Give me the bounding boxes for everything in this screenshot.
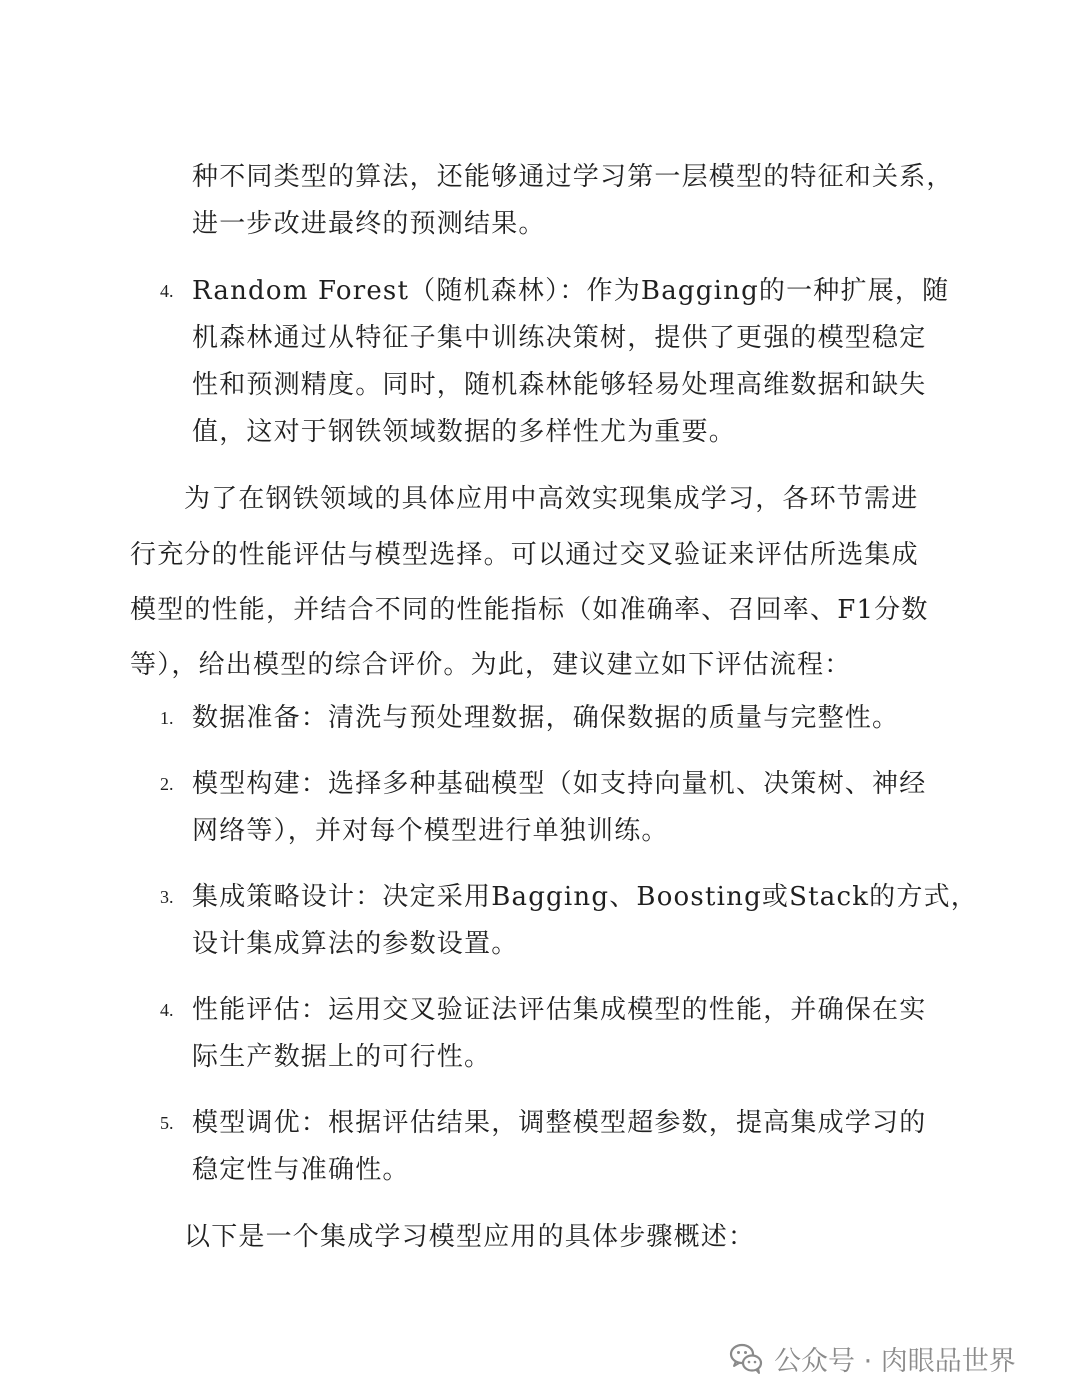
list-item-number: 4. bbox=[160, 281, 174, 301]
list-item-line: Random Forest（随机森林）：作为Bagging的一种扩展，随 bbox=[192, 276, 950, 306]
paragraph-line: 为了在钢铁领域的具体应用中高效实现集成学习，各环节需进 bbox=[184, 484, 919, 514]
step-line: 性能评估：运用交叉验证法评估集成模型的性能，并确保在实 bbox=[192, 995, 927, 1025]
step-line: 际生产数据上的可行性。 bbox=[192, 1042, 492, 1072]
watermark bbox=[728, 1336, 1016, 1380]
closing-line: 以下是一个集成学习模型应用的具体步骤概述： bbox=[184, 1222, 756, 1252]
paragraph-line: 模型的性能，并结合不同的性能指标（如准确率、召回率、F1分数 bbox=[130, 595, 929, 625]
step-line: 数据准备：清洗与预处理数据，确保数据的质量与完整性。 bbox=[192, 703, 900, 733]
list-item-line: 性和预测精度。同时，随机森林能够轻易处理高维数据和缺失 bbox=[192, 370, 927, 400]
step-number: 5. bbox=[160, 1113, 174, 1133]
intro-line-1: 种不同类型的算法，还能够通过学习第一层模型的特征和关系， bbox=[192, 162, 954, 192]
step-number: 4. bbox=[160, 1000, 174, 1020]
step-line: 设计集成算法的参数设置。 bbox=[192, 929, 519, 959]
wechat-icon bbox=[728, 1340, 764, 1376]
paragraph-line: 行充分的性能评估与模型选择。可以通过交叉验证来评估所选集成 bbox=[130, 540, 919, 570]
step-line: 网络等），并对每个模型进行单独训练。 bbox=[192, 816, 669, 846]
step-number: 1. bbox=[160, 708, 174, 728]
list-item-line: 机森林通过从特征子集中训练决策树，提供了更强的模型稳定 bbox=[192, 323, 927, 353]
paragraph-line: 等），给出模型的综合评价。为此，建议建立如下评估流程： bbox=[130, 650, 852, 680]
step-line: 集成策略设计：决定采用Bagging、Boosting或Stack的方式， bbox=[192, 882, 978, 912]
list-item-line: 值，这对于钢铁领域数据的多样性尤为重要。 bbox=[192, 417, 737, 447]
step-line: 模型构建：选择多种基础模型（如支持向量机、决策树、神经 bbox=[192, 769, 927, 799]
intro-line-2: 进一步改进最终的预测结果。 bbox=[192, 209, 546, 239]
step-line: 稳定性与准确性。 bbox=[192, 1155, 410, 1185]
step-line: 模型调优：根据评估结果，调整模型超参数，提高集成学习的 bbox=[192, 1108, 927, 1138]
watermark-text: 公众号 · 肉眼品世界 bbox=[774, 1345, 1016, 1377]
step-number: 2. bbox=[160, 774, 174, 794]
step-number: 3. bbox=[160, 887, 174, 907]
